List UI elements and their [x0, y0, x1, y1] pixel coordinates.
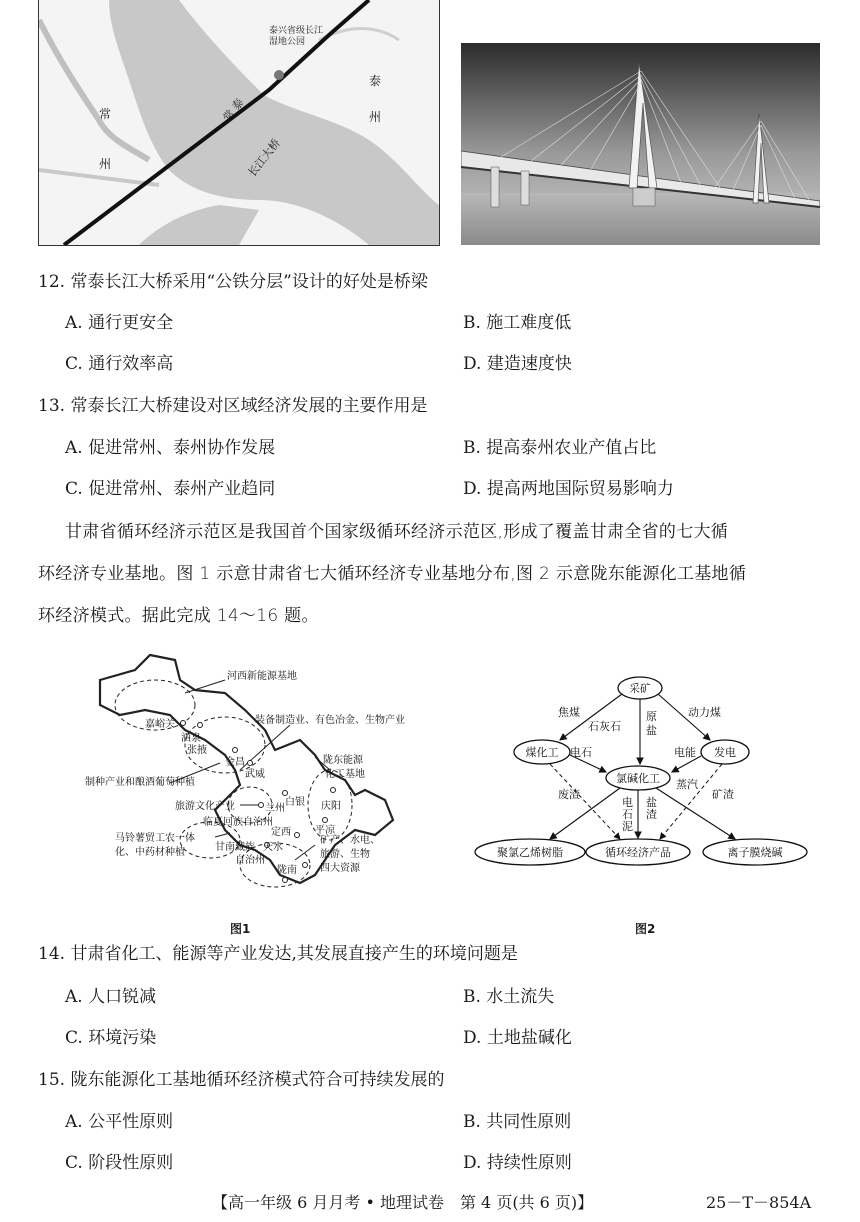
- q13-option-b[interactable]: B. 提高泰州农业产值占比: [463, 438, 657, 458]
- edge-shihuishi: 石灰石: [588, 720, 621, 733]
- edge-ni: 泥: [622, 820, 633, 833]
- question-13-stem: 13. 常泰长江大桥建设对区域经济发展的主要作用是: [38, 396, 428, 416]
- q14-option-d[interactable]: D. 土地盐碱化: [463, 1028, 572, 1048]
- changzhou-label-2: 州: [99, 157, 112, 171]
- label-malingshu-2: 化、中药材种植: [115, 847, 185, 858]
- node-caikuang: 采矿: [629, 682, 651, 695]
- figure-1-caption: 图1: [230, 922, 251, 936]
- q15-option-a[interactable]: A. 公平性原则: [65, 1112, 174, 1132]
- bridge-label-2: 长江大桥: [245, 136, 283, 180]
- q14-option-c[interactable]: C. 环境污染: [65, 1028, 157, 1048]
- passage-line-1: 甘肃省循环经济示范区是我国首个国家级循环经济示范区,形成了覆盖甘肃全省的七大循: [65, 522, 729, 542]
- node-meihuagong: 煤化工: [525, 746, 559, 759]
- q12-option-c[interactable]: C. 通行效率高: [65, 354, 174, 374]
- q13-option-d[interactable]: D. 提高两地国际贸易影响力: [463, 479, 674, 499]
- q15-option-d[interactable]: D. 持续性原则: [463, 1153, 572, 1173]
- wetland-park-label: 泰兴省级长江 湿地公园: [269, 26, 324, 47]
- edge-dian: 电: [622, 796, 633, 809]
- label-gannan-2: 自治州: [235, 855, 265, 866]
- label-jiuquan: 酒泉: [181, 733, 201, 744]
- q12-option-d[interactable]: D. 建造速度快: [463, 354, 572, 374]
- question-12-stem: 12. 常泰长江大桥采用“公铁分层”设计的好处是桥梁: [38, 272, 428, 292]
- page-code: 25－T－854A: [706, 1193, 812, 1212]
- page-footer: 【高一年级 6 月月考 • 地理试卷 第 4 页(共 6 页)】: [212, 1193, 594, 1212]
- node-jvlvyixi: 聚氯乙烯树脂: [497, 846, 563, 859]
- edge-feizha: 废渣: [558, 788, 580, 801]
- question-14-stem: 14. 甘肃省化工、能源等产业发达,其发展直接产生的环境问题是: [38, 944, 518, 964]
- label-longdong-1: 陇东能源: [323, 755, 363, 766]
- edge-yuan: 原: [646, 710, 657, 723]
- q14-option-b[interactable]: B. 水土流失: [463, 987, 555, 1007]
- changzhou-label-1: 常: [99, 107, 112, 121]
- label-longdong-2: 化工基地: [325, 769, 365, 780]
- figure-1-gansu-map: [75, 645, 445, 905]
- edge-zha: 渣: [646, 808, 657, 821]
- label-zhangye: 张掖: [187, 745, 207, 756]
- q15-option-c[interactable]: C. 阶段性原则: [65, 1153, 174, 1173]
- label-malingshu-1: 马铃薯贸工农一体: [115, 833, 195, 844]
- node-fadian: 发电: [714, 746, 736, 759]
- q12-option-b[interactable]: B. 施工难度低: [463, 313, 572, 333]
- label-wuwei: 武威: [245, 769, 265, 780]
- label-zhizhong: 制种产业和酿酒葡萄种植: [85, 777, 195, 788]
- taizhou-label-1: 泰: [369, 74, 382, 88]
- label-kuangchan-1: 矿产、水电、: [320, 835, 380, 846]
- label-jiayuguan: 嘉峪关: [145, 719, 175, 730]
- edge-yan: 盐: [646, 724, 657, 737]
- edge-jiaomei: 焦煤: [558, 706, 580, 719]
- taizhou-label-2: 州: [369, 110, 382, 124]
- question-15-stem: 15. 陇东能源化工基地循环经济模式符合可持续发展的: [38, 1070, 445, 1090]
- q12-option-a[interactable]: A. 通行更安全: [65, 313, 174, 333]
- q15-option-b[interactable]: B. 共同性原则: [463, 1112, 572, 1132]
- q13-option-c[interactable]: C. 促进常州、泰州产业趋同: [65, 479, 276, 499]
- edge-dianshi: 电石: [570, 746, 592, 759]
- label-kuangchan-3: 四大资源: [320, 863, 360, 874]
- edge-kuangzha: 矿渣: [712, 788, 734, 801]
- label-jinchang: 金昌: [225, 757, 245, 768]
- label-tianshui: 天水: [263, 842, 283, 853]
- label-linxia: 临夏回族自治州: [203, 817, 273, 828]
- label-lanzhou: 兰州: [265, 803, 285, 814]
- edge-donglimei: 动力煤: [688, 706, 721, 719]
- q14-option-a[interactable]: A. 人口锐减: [65, 987, 157, 1007]
- edge-dianneng: 电能: [674, 746, 696, 759]
- passage-line-3: 环经济模式。据此完成 14～16 题。: [38, 606, 319, 626]
- label-baiyin: 白银: [285, 797, 305, 808]
- node-lizimo: 离子膜烧碱: [727, 846, 783, 859]
- figure-2-caption: 图2: [635, 922, 656, 936]
- q13-option-a[interactable]: A. 促进常州、泰州协作发展: [65, 438, 276, 458]
- edge-yan2: 盐: [646, 796, 657, 809]
- label-longnan: 陇南: [277, 865, 297, 876]
- label-zhuangbei: 装备制造业、有色冶金、生物产业: [255, 715, 405, 726]
- figure-2-cycle-diagram: [460, 650, 830, 910]
- label-qingyang: 庆阳: [321, 801, 341, 812]
- label-hexi: 河西新能源基地: [227, 671, 297, 682]
- label-dingxi: 定西: [271, 827, 291, 838]
- bridge-location-map: [38, 0, 440, 246]
- label-kuangchan-2: 旅游、生物: [320, 849, 370, 860]
- passage-line-2: 环经济专业基地。图 1 示意甘肃省七大循环经济专业基地分布,图 2 示意陇东能源化工基地循: [38, 564, 747, 584]
- node-lujianhuagong: 氯碱化工: [616, 772, 660, 785]
- bridge-label-1: 常 泰: [220, 96, 247, 125]
- label-lvyou: 旅游文化产业: [175, 801, 235, 812]
- edge-zhengqi: 蒸汽: [676, 778, 698, 791]
- label-pingliang: 平凉: [315, 825, 335, 836]
- node-xunhuan: 循环经济产品: [605, 846, 671, 859]
- bridge-photo: [461, 43, 820, 245]
- edge-shi: 石: [622, 808, 633, 821]
- label-gannan-1: 甘南藏族: [215, 842, 255, 853]
